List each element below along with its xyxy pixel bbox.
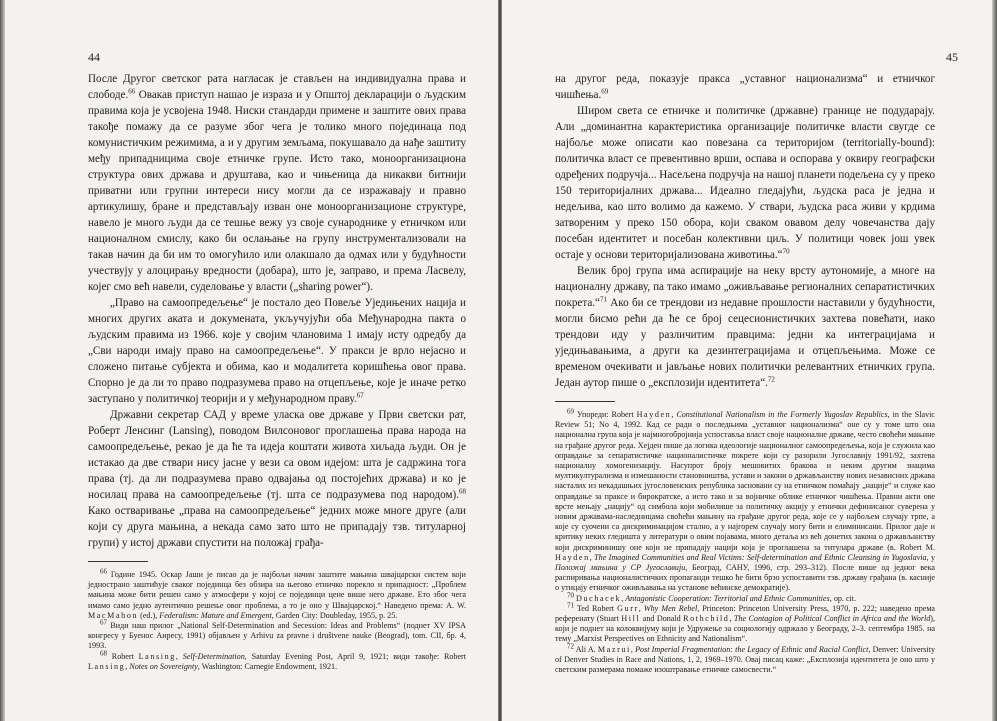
author-name: Mazrui <box>597 644 631 654</box>
footnotes <box>555 407 936 675</box>
text-run: , in the Slavic Review 51; No 4, 1992. Кад се ради о последњима „уставног национализма“ оне су у томе што она национална група која је најмногобројнија успоставља власт своје националне државе, често своћећи мањине на грађане другог реда. Хејден пише да логика идеологије националног самоопредељења, која је служила као оправдање за сепаратистичке националистичке покрете који су разорили Југославију 1991/92, захтева националну хомогенизацију. Насупрот броју мешовитих бракова и неким другим знацима мултикултурализма и измешаности становништва, устави и закони о држављанству нових независних држава насталих из некадашњих југословенских република засновани су на етничком помаћају „нације“ и служе као оправдање за праксе и бирократске, а исто тако и за војничке облике етничког чишћења. Правни акти ове врсте мењају „нацију“ од симбола који мобилише за политичку акцију у етнички дефинисаног суверена у новим државама-наследницама своћећи мањину на грађане другог реда, које се у најбољем случају трпе, а које су суочени са дискриминацијом стално, а у најгорем случају могу бити и елиминисани. Прилог даје и критику неких гледишта у литератури о овим појавама, много детаља из већ донетих закона о држављанству који дискриминишу оне који не припадају нацији која је проглашена за титулара државе (в. Robert M. <box>555 410 935 552</box>
page-edge <box>992 0 997 721</box>
text-run: , Београд, САНУ, 1996, стр. 293–312). После више од једног века распиривања националистичких пропаганди тешко ће бити брзо успоставити тзв. државу грађана (в. касније о утицају етничког оживљавања на установе већинске демократије). <box>555 563 935 593</box>
footnote-number: 71 <box>567 601 574 610</box>
footnote-ref: 67 <box>356 391 364 400</box>
page-number: 44 <box>88 50 100 64</box>
paragraph <box>555 263 935 391</box>
body-text <box>555 71 935 391</box>
text-run: Како остваривање „права на самоопредељење“ једних може многе друге (али који су друга мањина, а некада само зато што не припадају тзв. титуларној групи) у истој држави спустити на положај грађа- <box>88 505 466 549</box>
author-name: Duchacek <box>576 593 622 603</box>
text-run: Упореди: Robert <box>574 410 637 419</box>
page-number: 45 <box>946 50 958 64</box>
text-run: Ted Robert <box>574 603 618 613</box>
text-run: , Princeton: Princeton University Press, 1970, p. 222; наведено према референату (Stuart <box>555 603 935 624</box>
footnote-ref: 68 <box>459 487 466 496</box>
page-edge <box>0 0 5 721</box>
text-run: , Denver: University of Denver Studies in Race and Nations, 1, 2, 1969–1970. Овај писац каже: „Експлозија идентитета је оно што у светским размерама помаже изоштравање етничке самосвести.“ <box>555 644 935 675</box>
text-run: Велик број група има аспирације на неку врсту аутономије, а многе на националну државу, па тако имамо „оживљавање регионалних сепаратистичких покрета.“ <box>555 265 935 309</box>
body-text <box>88 71 466 551</box>
footnote-number: 66 <box>100 567 107 576</box>
text-run: Ali A. <box>574 644 598 654</box>
paragraph <box>88 71 466 295</box>
text-run: Широм света се етничке и политичке (државне) границе не подударају. Али „доминантна карактеристика организације политичке власти свугде се најбоље може описати као повезана са територијом (territorially-bound): политичка власт се превентивно врши, оспава и оспорава у оквиру географски одређених подручја... Насељена подручја на нашој планети подељена су у преко 150 територијалних држава... Идеално гледајући, људска раса је једна и недељива, као што волимо да кажемо. У ствари, људска раса живи у крдима затвореним у преко 150 обора, који сваком овавом делу човечанства дају посебан идентитет и посебан колективни циљ. У политици човек још увек остаје у основи територијализована животиња.“ <box>555 105 935 261</box>
text-run: Овакав приступ нашао је израза и у Општој декларацији о људским правима која је усвојена 1948. Ниски стандарди примене и заштите ових права такође помажу да се разуме због чега је толико много појединаца под комунистичким режимима, а и у другим земљама, покушавало да нађе заштиту међу припадницима своје етничке групе. Исто тако, моноорганизациона структура ових држава и друштава, као и чињеница да никакви битнији приватни или групни интереси нису могли да се изражавају и правно артикулишу, бране и представљају изван оне моноорганизационе структуре, навело је много људи да се тешње вежу уз своје сународнике у етничком или националном смислу, како би ослањање на групу инструментализовали на такав начин да би им то омогућило или олакшало да одмах или у будућности учествују у алоцирању вредности (добара), што је, заправо, и према Ласвелу, којег смо већ навели, суделовање у власти („sharing power“). <box>88 89 466 293</box>
author-name: Rothchild <box>683 614 730 624</box>
text-run: Ако би се трендови из недавне прошлости наставили у будућности, могли бисмо рећи да ће се број сецесионистичких захтева повећати, иако трендови иду у различитим правцима: једни ка интеграцијама и уједињавањима, а други ка дезинтеграцијама и отцепљењима. Може се временом очекивати и јављање нових политички релевантних етничких група. Један аутор пише о „експлозији идентитета“. <box>555 297 935 389</box>
paragraph <box>88 407 466 551</box>
text-run: (ed.), <box>138 610 160 620</box>
footnote-number: 70 <box>567 590 574 599</box>
text-run: ), који је поднет на колоквијуму који је Удружење за социологију одржало у Београду, 2–3. септембра 1985. на тему „Marxist Perspectives on Ethnicity and Nationalism“. <box>555 614 936 644</box>
title-italic: Antagonistic Cooperation: Territorial and Ethnic Communities <box>625 593 830 603</box>
text-run: Види наш прилог „National Self-Determination and Secession: Ideas and Problems“ (поднет XV IPSA конгресу у Буенос Аиресу, 1991) објављен у Arhivu za pravne i društvene nauke (Beograd), tom. CII, бр. 4, 1993. <box>88 621 466 651</box>
title-italic: Положај мањина у СР Југославији <box>555 563 686 573</box>
text-run: , <box>125 661 130 671</box>
footnote-rule <box>555 401 615 402</box>
title-italic: Notes on Sovereignty <box>129 661 198 671</box>
footnote-ref: 71 <box>599 295 607 304</box>
author-name: Hayden <box>555 552 590 562</box>
text-run: , Garden City: Doubleday, 1955, p. 25. <box>271 610 398 620</box>
title-italic: The Contagion of Political Conflict in Africa and the World <box>733 614 931 624</box>
title-italic: Self-Determination <box>182 651 245 661</box>
text-run: , <box>638 603 644 613</box>
left-page <box>0 0 498 721</box>
text-run: , Washington: Carnegie Endowment, 1921. <box>197 661 338 671</box>
text-column <box>555 71 935 675</box>
text-run: Државни секретар САД у време уласка ове државе у Први светски рат, Роберт Ленсинг (Lansing), поводом Вилсоновог проглашења права народа на самоопредељење, рекао је да ће та идеја коштати живота хиљада људи. Он је истакао да две ствари нису јасне у вези са овом идејом: шта је садржина тога права (тј. да ли подразумева право одвајања од постојећих држава) и ко је носилац права на самоопредељење (тј. шта се подразумева под народом). <box>88 409 466 501</box>
footnote-ref: 69 <box>601 87 609 96</box>
paragraph <box>555 103 935 263</box>
text-run: „Право на самоопредељење“ је постало део Повеље Уједињених нација и многих других аката и докумената, укључујући оба Међународна пакта о људским правима из 1966. које у својим члановима 1 имају исту одредбу да „Сви народи имају право на самоопредељење“. У пракси је врло нејасно и сложено питање субјекта и обима, као и модалитета коришћења овог права. Спорно је да ли то право подразумева право на отцепљење, које је иначе ретко заступано у политичкој теорији и у међународном праву. <box>88 297 466 405</box>
text-run: Robert <box>107 651 139 661</box>
author-name: Hayden <box>636 410 672 419</box>
author-name: Hill <box>621 614 641 624</box>
right-page <box>502 0 997 721</box>
footnote <box>555 601 936 645</box>
author-name: Lansing <box>88 661 126 671</box>
footnotes <box>88 567 466 672</box>
title-italic: Post Imperial Fragmentation: the Legacy of Ethnic and Racial Conflict <box>635 644 869 654</box>
text-run: , <box>630 644 636 654</box>
footnote-ref: 72 <box>767 375 775 384</box>
text-run: and Donald <box>640 614 684 624</box>
paragraph <box>555 71 935 103</box>
footnote-rule <box>88 561 148 562</box>
text-run: , <box>621 593 626 603</box>
text-run: , у <box>926 552 936 562</box>
title-italic: The Imagined Communities and Real Victims: Self-determination and Ethnic Cleansing in Yugoslavia <box>594 552 927 562</box>
title-italic: Why Men Rebel <box>643 603 698 613</box>
footnote <box>555 641 935 676</box>
footnote <box>88 567 466 621</box>
text-run: , <box>175 651 183 661</box>
footnote <box>555 590 935 604</box>
text-run: , Saturday Evening Post, April 9, 1921; види такође: Robert <box>244 651 466 661</box>
footnote <box>88 618 466 652</box>
text-run: После Другог светског рата нагласак је стављен на индивидуална права и слободе. <box>88 73 466 101</box>
footnote-number: 67 <box>100 618 107 627</box>
title-italic: Constitutional Nationalism in the Formerly Yugoslav Republics <box>676 410 888 419</box>
text-run: , <box>671 410 677 419</box>
footnote-ref: 66 <box>128 87 136 96</box>
text-run: , <box>729 614 734 624</box>
footnote-number: 72 <box>567 641 574 650</box>
text-run: на другог реда, показује пракса „уставног национализма“ и етничког чишћења. <box>555 73 935 101</box>
text-run: , <box>589 552 595 562</box>
footnote <box>88 648 466 672</box>
paragraph <box>88 295 466 407</box>
author-name: Lansing <box>138 651 176 661</box>
author-name: MacMahon <box>88 610 139 620</box>
text-column <box>88 71 466 672</box>
footnote-number: 68 <box>100 648 107 657</box>
text-run: , op. cit. <box>829 593 857 603</box>
footnote <box>555 407 936 594</box>
footnote-number: 69 <box>567 407 574 416</box>
footnote-ref: 70 <box>782 247 790 256</box>
text-run: Године 1945. Оскар Јаши је писао да је најбољи начин заштите мањина швајцарски систем који једнострано заштићује сваког појединца без обзира на његово етничко порекло и припадност: „Проблем мањина може бити решен само у атмосфери у којој се појединци цене више него државе. Ето због чега имамо само једно аутентично решење овог проблема, а то је оно у Швајцарској.“ Наведено према: A. W. <box>88 570 466 610</box>
author-name: Gurr <box>617 603 639 613</box>
title-italic: Federalism: Mature and Emergent <box>159 610 272 620</box>
